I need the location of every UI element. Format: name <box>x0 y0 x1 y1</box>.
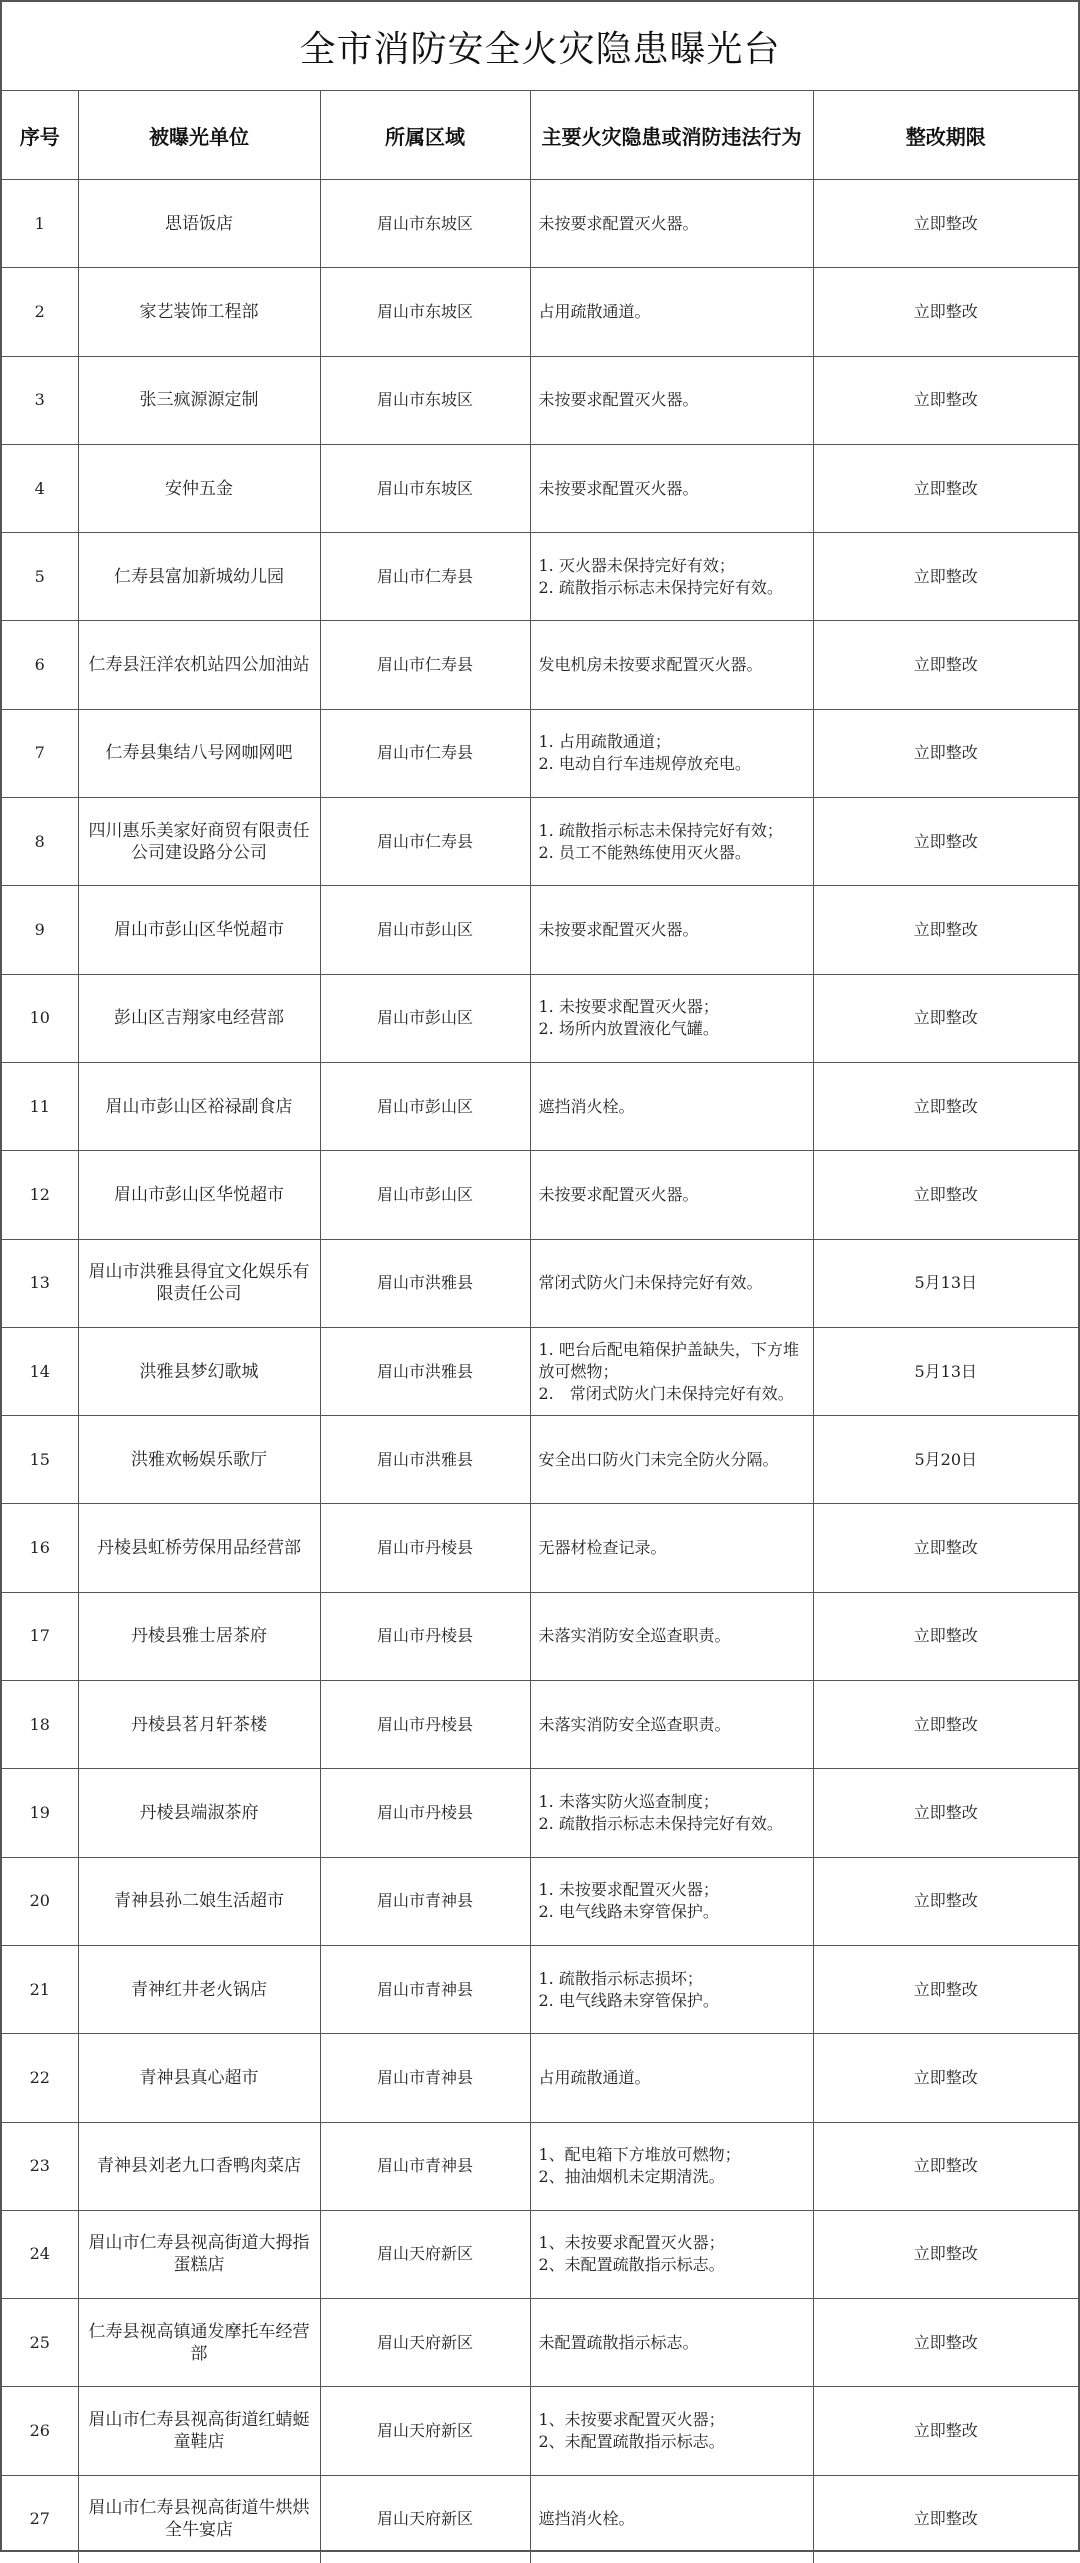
hazard-description: 安全出口防火门未完全防火分隔。 <box>530 1416 813 1504</box>
rectification-deadline: 5月13日 <box>813 1239 1078 1327</box>
rectification-deadline: 立即整改 <box>813 2387 1078 2475</box>
table-body <box>2 180 1078 2563</box>
table-header-row <box>2 91 1078 180</box>
exposed-unit: 青神县刘老九口香鸭肉菜店 <box>78 2122 320 2210</box>
region: 眉山市丹棱县 <box>320 1681 530 1769</box>
exposed-unit: 眉山市彭山区华悦超市 <box>78 886 320 974</box>
region: 眉山天府新区 <box>320 2210 530 2298</box>
exposed-unit: 彭山区吉翔家电经营部 <box>78 974 320 1062</box>
rectification-deadline: 立即整改 <box>813 1769 1078 1857</box>
hazard-description: 1. 未按要求配置灭火器； 2. 电气线路未穿管保护。 <box>530 1857 813 1945</box>
row-number: 20 <box>2 1857 78 1945</box>
rectification-deadline: 立即整改 <box>813 533 1078 621</box>
rectification-deadline: 立即整改 <box>813 621 1078 709</box>
region: 眉山市洪雅县 <box>320 1327 530 1415</box>
exposed-unit: 仁寿县集结八号网咖网吧 <box>78 709 320 797</box>
rectification-deadline: 立即整改 <box>813 709 1078 797</box>
hazard-description: 1、未按要求配置灭火器； 2、未配置疏散指示标志。 <box>530 2210 813 2298</box>
exposed-unit: 家艺装饰工程部 <box>78 268 320 356</box>
row-number: 25 <box>2 2299 78 2387</box>
exposed-unit: 眉山市仁寿县视高街道大拇指蛋糕店 <box>78 2210 320 2298</box>
row-number: 18 <box>2 1681 78 1769</box>
hazard-description: 1. 疏散指示标志损坏； 2. 电气线路未穿管保护。 <box>530 1945 813 2033</box>
region: 眉山市青神县 <box>320 2122 530 2210</box>
hazard-description: 1. 占用疏散通道； 2. 电动自行车违规停放充电。 <box>530 709 813 797</box>
region: 眉山市仁寿县 <box>320 709 530 797</box>
table-row <box>2 1681 1078 1769</box>
row-number: 15 <box>2 1416 78 1504</box>
exposed-unit: 思语饭店 <box>78 180 320 268</box>
hazard-description: 1. 未按要求配置灭火器； 2. 场所内放置液化气罐。 <box>530 974 813 1062</box>
exposed-unit: 仁寿县视高镇通发摩托车经营部 <box>78 2299 320 2387</box>
row-number: 27 <box>2 2475 78 2563</box>
exposure-table <box>2 91 1078 2563</box>
table-row <box>2 356 1078 444</box>
hazard-description: 遮挡消火栓。 <box>530 2475 813 2563</box>
rectification-deadline: 立即整改 <box>813 268 1078 356</box>
rectification-deadline: 立即整改 <box>813 798 1078 886</box>
table-row <box>2 1416 1078 1504</box>
table-row <box>2 886 1078 974</box>
region: 眉山市彭山区 <box>320 1151 530 1239</box>
table-row <box>2 2210 1078 2298</box>
row-number: 5 <box>2 533 78 621</box>
exposed-unit: 丹棱县虹桥劳保用品经营部 <box>78 1504 320 1592</box>
header-number: 序号 <box>2 91 78 180</box>
row-number: 12 <box>2 1151 78 1239</box>
table-row <box>2 2475 1078 2563</box>
region: 眉山市仁寿县 <box>320 798 530 886</box>
table-row <box>2 1327 1078 1415</box>
row-number: 9 <box>2 886 78 974</box>
table-row <box>2 1062 1078 1150</box>
table-row <box>2 533 1078 621</box>
region: 眉山市洪雅县 <box>320 1416 530 1504</box>
hazard-description: 未按要求配置灭火器。 <box>530 180 813 268</box>
exposed-unit: 洪雅县梦幻歌城 <box>78 1327 320 1415</box>
rectification-deadline: 立即整改 <box>813 444 1078 532</box>
region: 眉山市青神县 <box>320 2034 530 2122</box>
region: 眉山市彭山区 <box>320 886 530 974</box>
hazard-description: 1. 灭火器未保持完好有效； 2. 疏散指示标志未保持完好有效。 <box>530 533 813 621</box>
table-row <box>2 180 1078 268</box>
table-row <box>2 2034 1078 2122</box>
hazard-description: 占用疏散通道。 <box>530 2034 813 2122</box>
hazard-description: 占用疏散通道。 <box>530 268 813 356</box>
row-number: 23 <box>2 2122 78 2210</box>
region: 眉山市丹棱县 <box>320 1504 530 1592</box>
region: 眉山市东坡区 <box>320 268 530 356</box>
row-number: 13 <box>2 1239 78 1327</box>
table-row <box>2 1769 1078 1857</box>
exposed-unit: 安仲五金 <box>78 444 320 532</box>
row-number: 17 <box>2 1592 78 1680</box>
row-number: 8 <box>2 798 78 886</box>
exposed-unit: 四川惠乐美家好商贸有限责任公司建设路分公司 <box>78 798 320 886</box>
exposed-unit: 丹棱县端淑茶府 <box>78 1769 320 1857</box>
region: 眉山市东坡区 <box>320 356 530 444</box>
exposed-unit: 眉山市洪雅县得宜文化娱乐有限责任公司 <box>78 1239 320 1327</box>
exposed-unit: 青神县真心超市 <box>78 2034 320 2122</box>
table-row <box>2 2387 1078 2475</box>
table-row <box>2 1504 1078 1592</box>
table-row <box>2 1239 1078 1327</box>
hazard-description: 1、未按要求配置灭火器； 2、未配置疏散指示标志。 <box>530 2387 813 2475</box>
rectification-deadline: 立即整改 <box>813 1504 1078 1592</box>
exposed-unit: 张三疯源源定制 <box>78 356 320 444</box>
region: 眉山市彭山区 <box>320 974 530 1062</box>
region: 眉山市丹棱县 <box>320 1769 530 1857</box>
exposed-unit: 眉山市彭山区华悦超市 <box>78 1151 320 1239</box>
rectification-deadline: 立即整改 <box>813 1945 1078 2033</box>
row-number: 26 <box>2 2387 78 2475</box>
hazard-description: 1、配电箱下方堆放可燃物； 2、抽油烟机未定期清洗。 <box>530 2122 813 2210</box>
hazard-description: 未配置疏散指示标志。 <box>530 2299 813 2387</box>
region: 眉山天府新区 <box>320 2475 530 2563</box>
hazard-description: 常闭式防火门未保持完好有效。 <box>530 1239 813 1327</box>
row-number: 11 <box>2 1062 78 1150</box>
rectification-deadline: 立即整改 <box>813 1062 1078 1150</box>
row-number: 21 <box>2 1945 78 2033</box>
hazard-description: 未落实消防安全巡查职责。 <box>530 1592 813 1680</box>
rectification-deadline: 立即整改 <box>813 2299 1078 2387</box>
rectification-deadline: 立即整改 <box>813 1857 1078 1945</box>
header-unit: 被曝光单位 <box>78 91 320 180</box>
rectification-deadline: 立即整改 <box>813 974 1078 1062</box>
table-row <box>2 1592 1078 1680</box>
rectification-deadline: 立即整改 <box>813 2475 1078 2563</box>
table-row <box>2 1945 1078 2033</box>
exposed-unit: 眉山市仁寿县视高街道红蜻蜓童鞋店 <box>78 2387 320 2475</box>
table-row <box>2 2299 1078 2387</box>
hazard-description: 1. 疏散指示标志未保持完好有效； 2. 员工不能熟练使用灭火器。 <box>530 798 813 886</box>
table-row <box>2 444 1078 532</box>
rectification-deadline: 立即整改 <box>813 1681 1078 1769</box>
hazard-description: 未落实消防安全巡查职责。 <box>530 1681 813 1769</box>
hazard-description: 未按要求配置灭火器。 <box>530 886 813 974</box>
table-row <box>2 1151 1078 1239</box>
exposed-unit: 眉山市彭山区裕禄副食店 <box>78 1062 320 1150</box>
exposed-unit: 洪雅欢畅娱乐歌厅 <box>78 1416 320 1504</box>
region: 眉山市东坡区 <box>320 444 530 532</box>
rectification-deadline: 5月20日 <box>813 1416 1078 1504</box>
hazard-description: 发电机房未按要求配置灭火器。 <box>530 621 813 709</box>
rectification-deadline: 立即整改 <box>813 180 1078 268</box>
exposed-unit: 青神县孙二娘生活超市 <box>78 1857 320 1945</box>
row-number: 19 <box>2 1769 78 1857</box>
region: 眉山天府新区 <box>320 2299 530 2387</box>
row-number: 3 <box>2 356 78 444</box>
exposed-unit: 仁寿县汪洋农机站四公加油站 <box>78 621 320 709</box>
hazard-description: 遮挡消火栓。 <box>530 1062 813 1150</box>
row-number: 7 <box>2 709 78 797</box>
row-number: 16 <box>2 1504 78 1592</box>
exposed-unit: 青神红井老火锅店 <box>78 1945 320 2033</box>
exposed-unit: 仁寿县富加新城幼儿园 <box>78 533 320 621</box>
table-row <box>2 798 1078 886</box>
hazard-description: 1. 未落实防火巡查制度； 2. 疏散指示标志未保持完好有效。 <box>530 1769 813 1857</box>
table-row <box>2 621 1078 709</box>
exposed-unit: 丹棱县茗月轩茶楼 <box>78 1681 320 1769</box>
rectification-deadline: 立即整改 <box>813 2122 1078 2210</box>
hazard-description: 未按要求配置灭火器。 <box>530 356 813 444</box>
hazard-description: 未按要求配置灭火器。 <box>530 444 813 532</box>
header-deadline: 整改期限 <box>813 91 1078 180</box>
row-number: 10 <box>2 974 78 1062</box>
table-row <box>2 709 1078 797</box>
rectification-deadline: 立即整改 <box>813 2034 1078 2122</box>
page-title: 全市消防安全火灾隐患曝光台 <box>2 2 1078 91</box>
region: 眉山市丹棱县 <box>320 1592 530 1680</box>
row-number: 2 <box>2 268 78 356</box>
table-row <box>2 2122 1078 2210</box>
table-row <box>2 268 1078 356</box>
rectification-deadline: 5月13日 <box>813 1327 1078 1415</box>
row-number: 24 <box>2 2210 78 2298</box>
hazard-description: 1. 吧台后配电箱保护盖缺失，下方堆放可燃物； 2. 常闭式防火门未保持完好有效。 <box>530 1327 813 1415</box>
region: 眉山天府新区 <box>320 2387 530 2475</box>
rectification-deadline: 立即整改 <box>813 1592 1078 1680</box>
table-row <box>2 1857 1078 1945</box>
table-row <box>2 974 1078 1062</box>
hazard-description: 未按要求配置灭火器。 <box>530 1151 813 1239</box>
rectification-deadline: 立即整改 <box>813 1151 1078 1239</box>
hazard-description: 无器材检查记录。 <box>530 1504 813 1592</box>
row-number: 1 <box>2 180 78 268</box>
region: 眉山市东坡区 <box>320 180 530 268</box>
region: 眉山市青神县 <box>320 1857 530 1945</box>
exposed-unit: 眉山市仁寿县视高街道牛烘烘全牛宴店 <box>78 2475 320 2563</box>
row-number: 14 <box>2 1327 78 1415</box>
region: 眉山市洪雅县 <box>320 1239 530 1327</box>
rectification-deadline: 立即整改 <box>813 886 1078 974</box>
exposed-unit: 丹棱县雅士居茶府 <box>78 1592 320 1680</box>
region: 眉山市仁寿县 <box>320 621 530 709</box>
rectification-deadline: 立即整改 <box>813 356 1078 444</box>
region: 眉山市仁寿县 <box>320 533 530 621</box>
rectification-deadline: 立即整改 <box>813 2210 1078 2298</box>
row-number: 22 <box>2 2034 78 2122</box>
region: 眉山市青神县 <box>320 1945 530 2033</box>
region: 眉山市彭山区 <box>320 1062 530 1150</box>
header-issue: 主要火灾隐患或消防违法行为 <box>530 91 813 180</box>
row-number: 6 <box>2 621 78 709</box>
row-number: 4 <box>2 444 78 532</box>
header-region: 所属区域 <box>320 91 530 180</box>
